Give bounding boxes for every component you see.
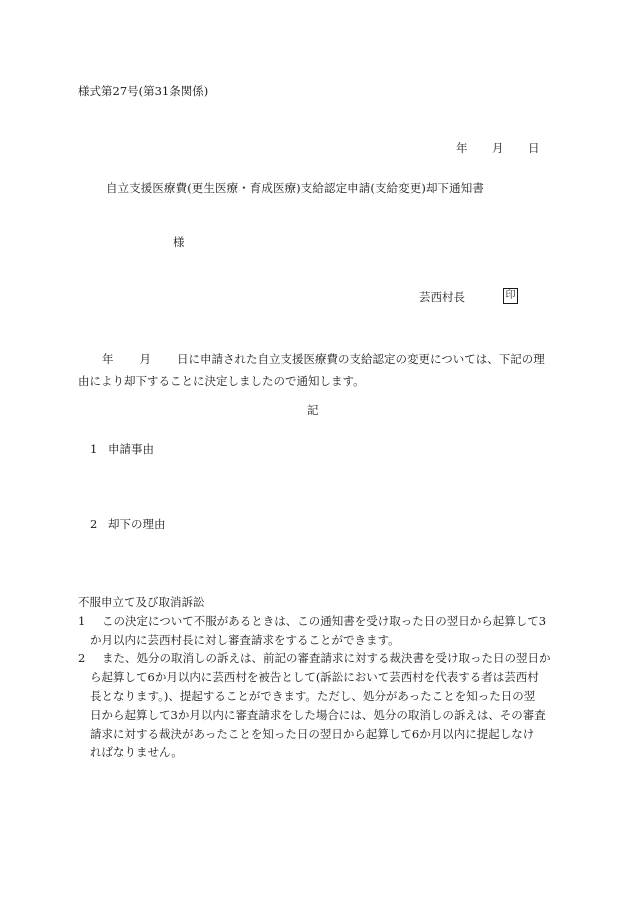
- body-line-2: 由により却下することに決定しましたので通知します。: [78, 374, 365, 388]
- notice-line: 日から起算して3か月以内に審査請求をした場合には、処分の取消しの訴えは、その審査: [90, 707, 546, 722]
- seal-mark: 印: [503, 288, 518, 304]
- ki-heading: 記: [307, 403, 319, 417]
- notice-paragraph-number: 1: [78, 613, 86, 628]
- notice-paragraph: [78, 612, 558, 650]
- issuer-name: 芸西村長: [419, 290, 465, 304]
- body-line-1-text: 日に申請された自立支援医療費の支給認定の変更については、下記の理: [177, 352, 545, 366]
- notice-line: 請求に対する裁決があったことを知った日の翌日から起算して6か月以内に提起しなけ: [90, 726, 535, 741]
- notice-line: ら起算して6か月以内に芸西村を被告として(訴訟において芸西村を代表する者は芸西村: [90, 670, 539, 685]
- item-number: 2: [90, 517, 98, 531]
- addressee-suffix: 様: [173, 235, 185, 249]
- notice-paragraph: [78, 649, 558, 762]
- item-application-reason: [90, 444, 154, 456]
- item-number: 1: [90, 442, 98, 456]
- notice-line: か月以内に芸西村長に対し審査請求をすることができます。: [90, 632, 400, 647]
- item-label: 却下の理由: [108, 517, 166, 531]
- notice-heading: 不服申立て及び取消訴訟: [78, 595, 205, 609]
- appeal-notice: [78, 593, 558, 762]
- body-line-1: [78, 348, 558, 370]
- document-title: 自立支援医療費(更生医療・育成医療)支給認定申請(支給変更)却下通知書: [106, 181, 484, 195]
- item-label: 申請事由: [108, 442, 154, 456]
- body-year-label: 年: [102, 352, 114, 366]
- form-number: 様式第27号(第31条関係): [78, 84, 209, 98]
- notice-line: 長となります。)、提起することができます。ただし、処分があったことを知った日の翌: [90, 688, 536, 703]
- notice-line: この決定について不服があるときは、この通知書を受け取った日の翌日から起算して3: [102, 613, 547, 628]
- notice-paragraph-number: 2: [78, 651, 86, 666]
- date-year-label: 年: [456, 141, 468, 155]
- body-month-label: 月: [139, 352, 151, 366]
- notice-line: また、処分の取消しの訴えは、前記の審査請求に対する裁決書を受け取った日の翌日か: [102, 651, 551, 666]
- date-month-label: 月: [492, 141, 504, 155]
- notice-line: ればなりません。: [90, 745, 183, 760]
- date-day-label: 日: [528, 141, 540, 155]
- body-paragraph: [78, 348, 558, 392]
- item-rejection-reason: [90, 519, 166, 531]
